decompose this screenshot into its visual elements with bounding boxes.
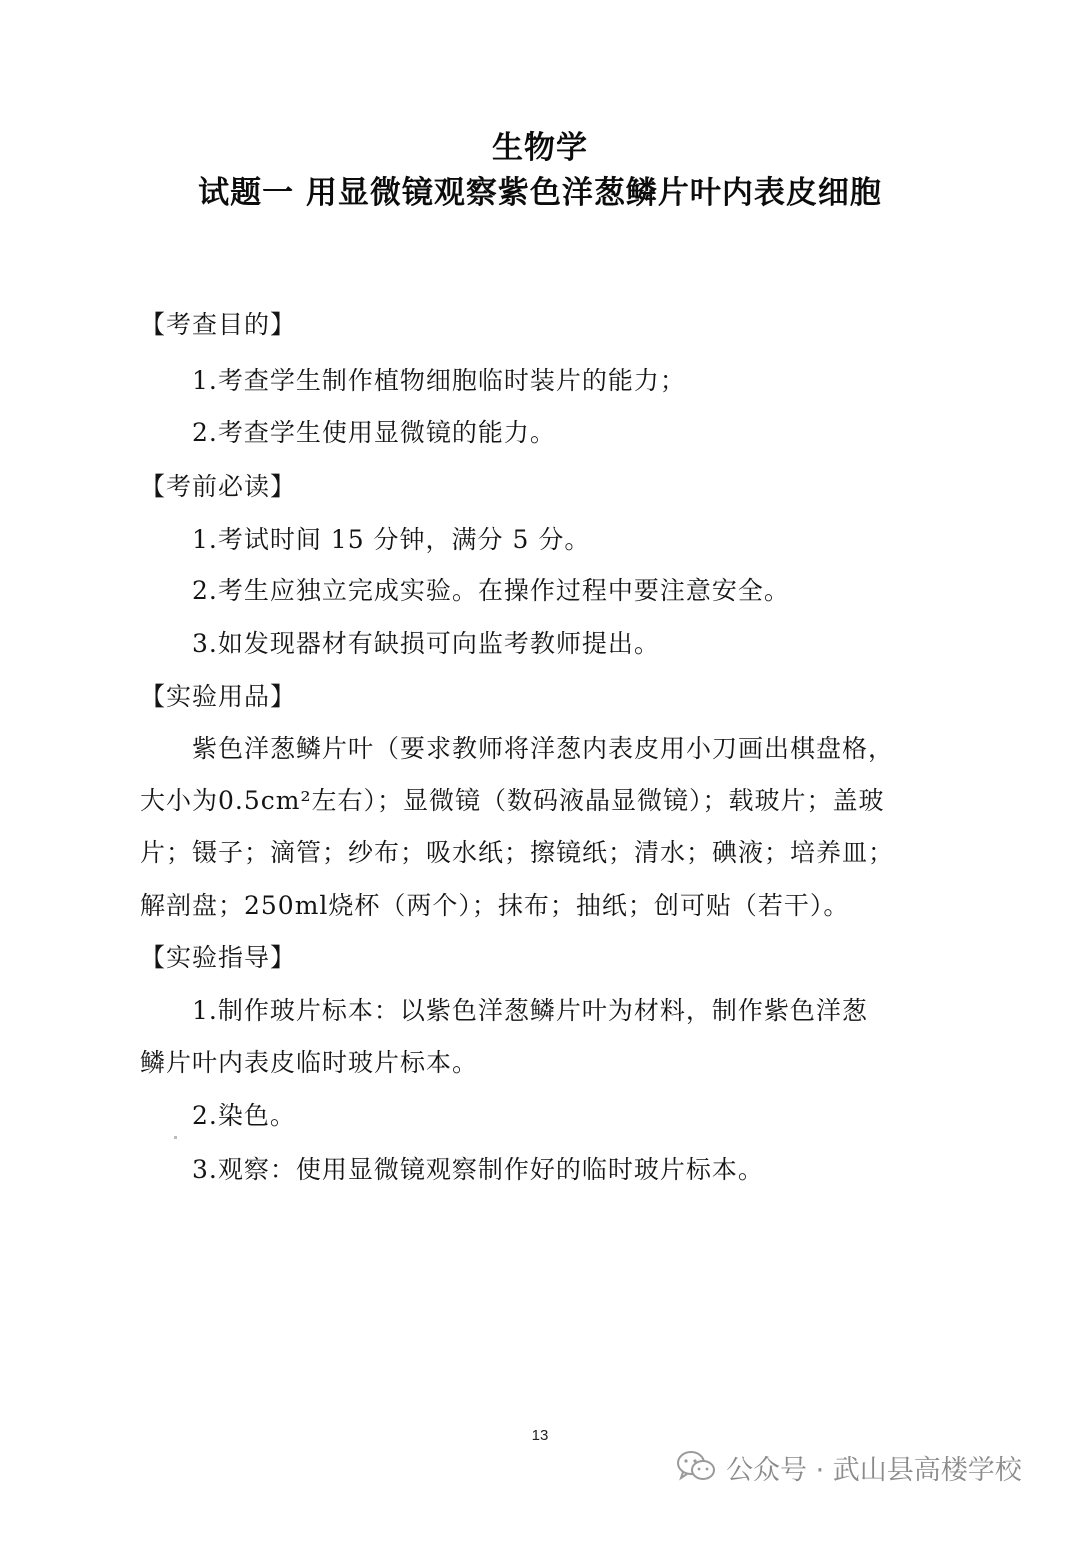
section-heading-purpose: 【考查目的】 xyxy=(140,310,297,339)
watermark-text: 公众号 · 武山县高楼学校 xyxy=(726,1454,1022,1486)
prereading-item-2: 2.考生应独立完成实验。在操作过程中要注意安全。 xyxy=(192,576,790,605)
materials-line-2: 大小为0.5cm²左右）；显微镜（数码液晶显微镜）；载玻片；盖玻 xyxy=(140,786,885,815)
materials-line-3: 片；镊子；滴管；纱布；吸水纸；擦镜纸；清水；碘液；培养皿； xyxy=(140,838,895,867)
page-number: 13 xyxy=(531,1427,549,1444)
materials-line-1: 紫色洋葱鳞片叶（要求教师将洋葱内表皮用小刀画出棋盘格， xyxy=(192,734,895,763)
guide-item-3: 3.观察：使用显微镜观察制作好的临时玻片标本。 xyxy=(192,1155,764,1184)
section-heading-prereading: 【考前必读】 xyxy=(140,472,297,501)
materials-line-4: 解剖盘；250ml烧杯（两个）；抹布；抽纸；创可贴（若干）。 xyxy=(140,891,850,920)
section-heading-materials: 【实验用品】 xyxy=(140,682,297,711)
subject-title: 生物学 xyxy=(492,130,588,166)
purpose-item-2: 2.考查学生使用显微镜的能力。 xyxy=(192,418,556,447)
watermark xyxy=(676,1447,1022,1487)
guide-item-2: 2.染色。 xyxy=(192,1101,296,1130)
section-heading-guide: 【实验指导】 xyxy=(140,943,297,972)
question-title: 试题一 用显微镜观察紫色洋葱鳞片叶内表皮细胞 xyxy=(198,175,882,211)
prereading-item-3: 3.如发现器材有缺损可向监考教师提出。 xyxy=(192,629,660,658)
purpose-item-1: 1.考查学生制作植物细胞临时装片的能力； xyxy=(192,366,686,395)
wechat-icon xyxy=(676,1450,716,1484)
scan-speck xyxy=(174,1136,177,1139)
guide-item-1: 1.制作玻片标本：以紫色洋葱鳞片叶为材料，制作紫色洋葱 xyxy=(192,996,868,1025)
guide-item-1-cont: 鳞片叶内表皮临时玻片标本。 xyxy=(140,1048,479,1077)
prereading-item-1: 1.考试时间 15 分钟，满分 5 分。 xyxy=(192,525,591,554)
